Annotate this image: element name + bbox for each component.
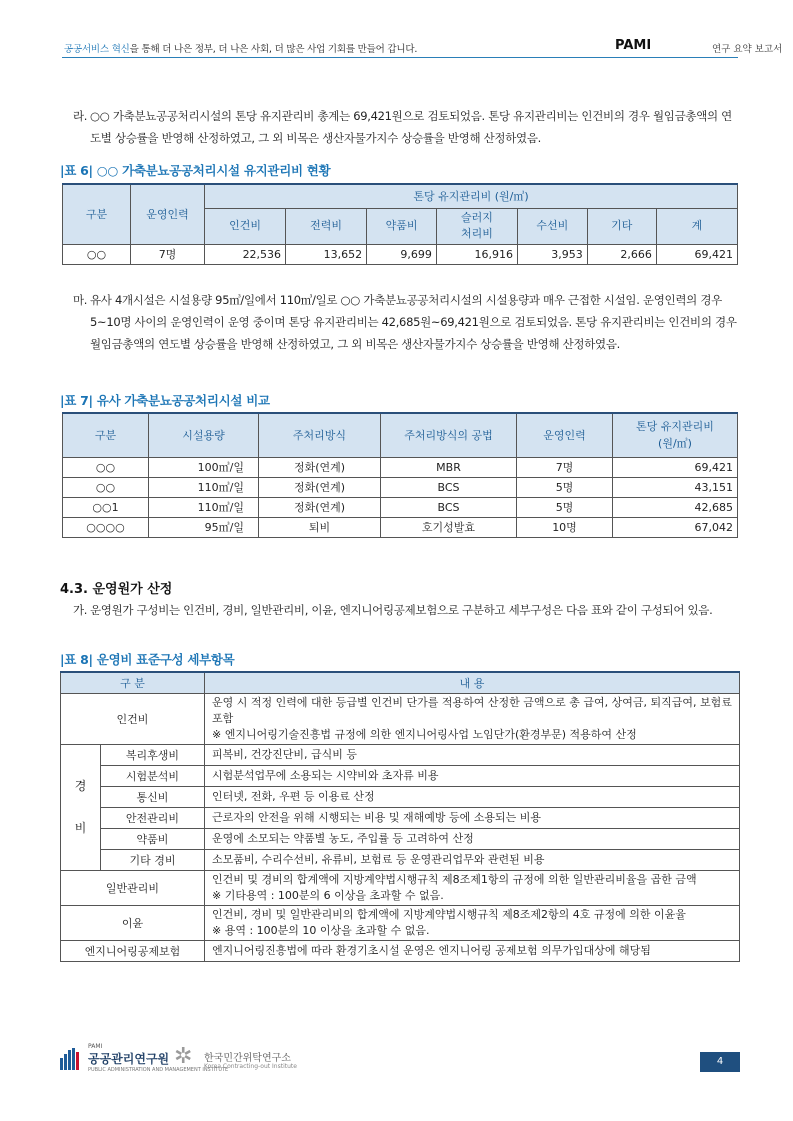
header-tagline-rest: 을 통해 더 나은 정부, 더 나은 사회, 더 많은 사업 기회를 만들어 갑니다. <box>129 44 418 55</box>
table6-cell-name: ○○ <box>63 244 131 264</box>
expense-item-name: 기타 경비 <box>101 849 205 870</box>
paragraph-ma <box>73 289 740 355</box>
paragraph-text: ○○ 가축분뇨공공처리시설의 톤당 유지관리비 총계는 69,421원으로 검토되었음. 톤당 유지관리비는 인건비의 경우 월임금총액의 연도별 상승률을 반영해 산정하였고, 그 외 비목은 생산자물가지수 상승률을 반영해 산정하였음. <box>90 109 732 145</box>
kci-logo-eng: Korea Contracting-out Institute <box>204 1063 297 1070</box>
desc-note: ※ 기타용역 : 100분의 6 이상을 초과할 수 없음. <box>212 888 444 902</box>
header-tagline <box>64 41 417 55</box>
table8-labor-desc <box>205 693 740 744</box>
paragraph-marker: 마. <box>73 293 88 307</box>
table6-cell-value: 16,916 <box>436 244 517 264</box>
table7-row <box>63 457 738 477</box>
table7-cell: 100㎥/일 <box>149 457 259 477</box>
table7-cell: 67,042 <box>613 517 738 537</box>
header-doc-type: 연구 요약 보고서 <box>712 44 783 55</box>
paragraph-text: 유사 4개시설은 시설용량 95㎥/일에서 110㎥/일로 ○○ 가축분뇨공공처리시설의 시설용량과 매우 근접한 시설임. 운영인력의 경우 5~10명 사이의 운영인력이 운영 중이며 톤당 유지관리비는 42,685원~69,421원으로 검토되었음. 톤당 유지관리비는 인건비의 경우 월임금총액의 연도별 상승률을 반영해 산정하였고, 그 외 비목은 생산자물가지수 상승률을 반영해 산정하였음. <box>90 293 737 351</box>
expense-item-desc: 피복비, 건강진단비, 급식비 등 <box>205 744 740 765</box>
expense-item-name: 시험분석비 <box>101 765 205 786</box>
table6-header-cost: 전력비 <box>286 208 367 244</box>
table8-labor-name: 인건비 <box>61 693 205 744</box>
table6-caption: |표 6| ○○ 가축분뇨공공처리시설 유지관리비 현황 <box>60 163 331 178</box>
table6-cell-value: 2,666 <box>587 244 656 264</box>
pami-logo-small: PAMI <box>88 1043 103 1050</box>
table7-cell: BCS <box>381 497 517 517</box>
paragraph-ra <box>73 105 740 149</box>
section-title: 4.3. 운영원가 산정 <box>60 582 173 597</box>
table6-header-cost: 수선비 <box>517 208 587 244</box>
paragraph-text: 운영원가 구성비는 인건비, 경비, 일반관리비, 이윤, 엔지니어링공제보험으로 구분하고 세부구성은 다음 표와 같이 구성되어 있음. <box>90 603 713 617</box>
table6-cell-value: 22,536 <box>205 244 286 264</box>
desc-line: 인건비 및 경비의 합계액에 지방계약법시행규칙 제8조제1항의 규정에 의한 일반관리비율을 곱한 금액 <box>212 872 697 886</box>
table8-profit-desc <box>205 905 740 940</box>
desc-note: ※ 용역 : 100분의 10 이상을 초과할 수 없음. <box>212 923 430 937</box>
table7-cell: MBR <box>381 457 517 477</box>
expense-item-name: 약품비 <box>101 828 205 849</box>
pami-logo-eng: PUBLIC ADMINISTRATION AND MANAGEMENT INSTITUTE <box>88 1067 229 1073</box>
header-tagline-accent: 공공서비스 혁신 <box>64 44 130 55</box>
table7-cell: 정화(연계) <box>259 477 381 497</box>
paragraph-marker: 라. <box>73 109 88 123</box>
table7-row <box>63 477 738 497</box>
table6-header-group: 구분 <box>63 184 131 244</box>
table7-cell: 5명 <box>517 497 613 517</box>
table7-cell: 42,685 <box>613 497 738 517</box>
pami-logo-bars-icon <box>60 1048 82 1070</box>
table7-cell: ○○1 <box>63 497 149 517</box>
kci-star-icon: ✲ <box>174 1044 193 1069</box>
table7-cell: 10명 <box>517 517 613 537</box>
table8 <box>60 671 740 962</box>
table7-cell: ○○ <box>63 477 149 497</box>
table8-caption: |표 8| 운영비 표준구성 세부항목 <box>60 652 235 667</box>
expense-item-name: 안전관리비 <box>101 807 205 828</box>
pami-logo-name: 공공관리연구원 <box>88 1052 170 1066</box>
table8-admin-desc <box>205 870 740 905</box>
table6-cell-value: 13,652 <box>286 244 367 264</box>
desc-line: 인건비, 경비 및 일반관리비의 합계액에 지방계약법시행규칙 제8조제2항의 4호 규정에 의한 이윤율 <box>212 907 686 921</box>
paragraph-ga <box>73 599 740 621</box>
table7-header: 운영인력 <box>517 413 613 457</box>
table7-header: 주처리방식 <box>259 413 381 457</box>
table7-cell: 정화(연계) <box>259 497 381 517</box>
table6-header-cost: 계 <box>656 208 737 244</box>
table7-header: 주처리방식의 공법 <box>381 413 517 457</box>
table6-cell-value: 9,699 <box>367 244 437 264</box>
table8-insurance-name: 엔지니어링공제보험 <box>61 940 205 961</box>
paragraph-marker: 가. <box>73 603 88 617</box>
header-brand: PAMI <box>615 38 652 53</box>
table7-row <box>63 497 738 517</box>
table6-header-staff: 운영인력 <box>131 184 205 244</box>
expense-label-char: 경 <box>74 779 87 793</box>
expense-item-desc: 시험분석업무에 소용되는 시약비와 초자류 비용 <box>205 765 740 786</box>
table6-cell-staff: 7명 <box>131 244 205 264</box>
expense-item-desc: 운영에 소모되는 약품별 농도, 주입률 등 고려하여 산정 <box>205 828 740 849</box>
page-number: 4 <box>700 1052 740 1072</box>
table7-cell: 110㎥/일 <box>149 477 259 497</box>
table7-header: 구분 <box>63 413 149 457</box>
table7-cell: 정화(연계) <box>259 457 381 477</box>
table6-cell-value: 3,953 <box>517 244 587 264</box>
table7-cell: 95㎥/일 <box>149 517 259 537</box>
expense-item-desc: 소모품비, 수리수선비, 유류비, 보험료 등 운영관리업무와 관련된 비용 <box>205 849 740 870</box>
table8-insurance-desc: 엔지니어링진흥법에 따라 환경기초시설 운영은 엔지니어링 공제보험 의무가입대상에 해당됨 <box>205 940 740 961</box>
expense-item-desc: 인터넷, 전화, 우편 등 이용료 산정 <box>205 786 740 807</box>
table7-cell: 43,151 <box>613 477 738 497</box>
table8-expense-label <box>61 744 101 870</box>
table6-cell-value: 69,421 <box>656 244 737 264</box>
table6-header-cost: 약품비 <box>367 208 437 244</box>
desc-note: ※ 엔지니어링기술진흥법 규정에 의한 엔지니어링사업 노임단가(환경부문) 적용하여 산정 <box>212 727 637 741</box>
table6-header-cost: 슬러지 처리비 <box>436 208 517 244</box>
table7-cell: ○○○○ <box>63 517 149 537</box>
table6-header-cost: 기타 <box>587 208 656 244</box>
table7-cell: 69,421 <box>613 457 738 477</box>
table7-cell: 5명 <box>517 477 613 497</box>
expense-label-char: 비 <box>74 821 87 835</box>
table8-admin-name: 일반관리비 <box>61 870 205 905</box>
table7-cell: BCS <box>381 477 517 497</box>
expense-item-name: 통신비 <box>101 786 205 807</box>
expense-item-name: 복리후생비 <box>101 744 205 765</box>
table6-header-cost: 인건비 <box>205 208 286 244</box>
table7-header: 시설용량 <box>149 413 259 457</box>
table6 <box>62 183 738 265</box>
table7 <box>62 412 738 538</box>
table7-header: 톤당 유지관리비 (원/㎥) <box>613 413 738 457</box>
table7-cell: 110㎥/일 <box>149 497 259 517</box>
table7-caption: |표 7| 유사 가축분뇨공공처리시설 비교 <box>60 393 270 408</box>
kci-logo <box>174 1044 334 1074</box>
page-footer <box>60 1040 740 1075</box>
table8-header-item: 구 분 <box>61 672 205 693</box>
table7-cell: 호기성발효 <box>381 517 517 537</box>
table6-header-cost-group: 톤당 유지관리비 (원/㎥) <box>205 184 738 208</box>
table7-cell: 7명 <box>517 457 613 477</box>
kci-logo-name: 한국민간위탁연구소 <box>204 1053 291 1064</box>
expense-item-desc: 근로자의 안전을 위해 시행되는 비용 및 재해예방 등에 소용되는 비용 <box>205 807 740 828</box>
table8-profit-name: 이윤 <box>61 905 205 940</box>
pami-logo <box>60 1043 229 1074</box>
table8-header-content: 내 용 <box>205 672 740 693</box>
table7-row <box>63 517 738 537</box>
page-header <box>62 38 783 58</box>
table7-cell: 퇴비 <box>259 517 381 537</box>
desc-line: 운영 시 적정 인력에 대한 등급별 인건비 단가를 적용하여 산정한 금액으로 총 급여, 상여금, 퇴직급여, 보험료 포함 <box>212 695 732 725</box>
table7-cell: ○○ <box>63 457 149 477</box>
